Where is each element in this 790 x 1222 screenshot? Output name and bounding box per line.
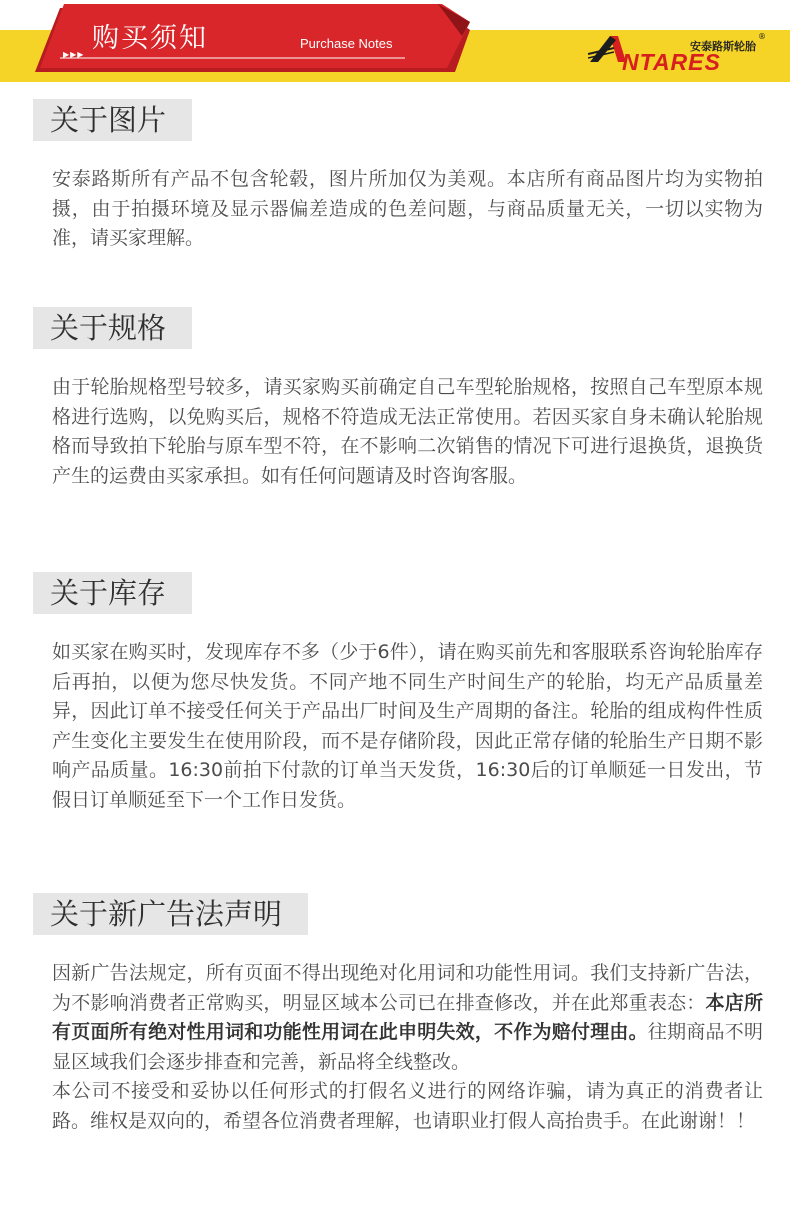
- section-body: [33, 959, 763, 1077]
- statement-text: 因新广告法规定，所有页面不得出现绝对化用词和功能性用词。我们支持新广告法，为不影响消费者正常购买，明显区域本公司已在排查修改，并在此郑重表态：: [52, 962, 763, 1014]
- section-about-specs: [33, 307, 763, 491]
- section-body: 安泰路斯所有产品不包含轮毂，图片所加仅为美观。本店所有商品图片均为实物拍摄，由于拍摄环境及显示器偏差造成的色差问题，与商品质量无关，一切以实物为准，请买家理解。: [52, 168, 763, 249]
- section-heading: 关于规格: [33, 307, 192, 349]
- section-body: 由于轮胎规格型号较多，请买家购买前确定自己车型轮胎规格，按照自己车型原本规格进行选购，以免购买后，规格不符造成无法正常使用。若因买家自身未确认轮胎规格而导致拍下轮胎与原车型不符，在不影响二次销售的情况下可进行退换货，退换货产生的运费由买家承担。如有任何问题请及时咨询客服。: [52, 376, 763, 487]
- logo-registered-mark: ®: [758, 32, 766, 41]
- banner-arrows-icon: ▶▶▶: [63, 50, 85, 59]
- statement-text-after: 往期商品不明显区域我们会逐步排查和完善，新品将全线整改。: [52, 1021, 763, 1073]
- section-advertising-law-statement: [33, 893, 763, 1136]
- section-body-second: 本公司不接受和妥协以任何形式的打假名义进行的网络诈骗，请为真正的消费者让路。维权是双向的，希望各位消费者理解，也请职业打假人高抬贵手。在此谢谢！！: [52, 1080, 763, 1132]
- section-heading: 关于库存: [33, 572, 192, 614]
- section-about-stock: [33, 572, 763, 815]
- logo-wordmark: NTARES: [622, 49, 721, 75]
- statement-bold-text: 本店所有页面所有绝对性用词和功能性用词在此申明失效，不作为赔付理由。: [52, 991, 763, 1043]
- banner-subtitle: Purchase Notes: [300, 36, 393, 51]
- section-about-images: [33, 99, 763, 254]
- logo-chinese-name: 安泰路斯轮胎: [690, 40, 756, 53]
- section-heading: 关于新广告法声明: [33, 893, 308, 935]
- section-heading: 关于图片: [33, 99, 192, 141]
- banner-title: 购买须知: [92, 23, 208, 54]
- purchase-notes-banner: [0, 0, 790, 82]
- antares-logo: [588, 32, 768, 76]
- section-body: 如买家在购买时，发现库存不多（少于6件），请在购买前先和客服联系咨询轮胎库存后再拍，以便为您尽快发货。不同产地不同生产时间生产的轮胎，均无产品质量差异，因此订单不接受任何关于产品出厂时间及生产周期的备注。轮胎的组成构件性质产生变化主要发生在使用阶段，而不是存储阶段，因此正常存储的轮胎生产日期不影响产品质量。16:30前拍下付款的订单当天发货，16:30后的订单顺延一日发出，节假日订单顺延至下一个工作日发货。: [52, 641, 763, 811]
